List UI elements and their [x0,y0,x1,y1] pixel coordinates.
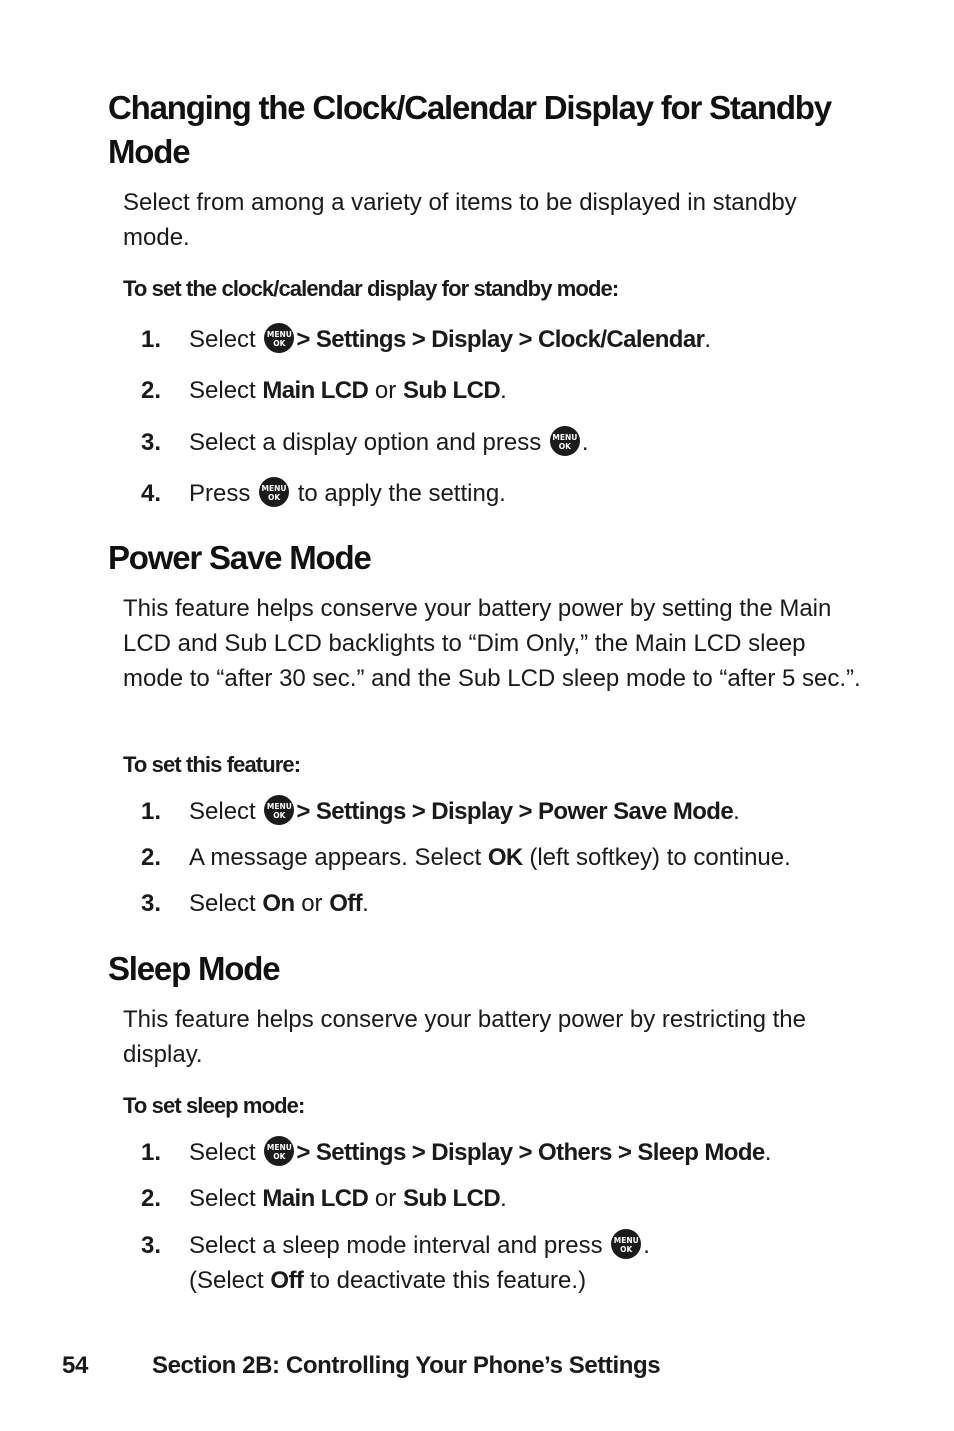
clock-calendar-title: Changing the Clock/Calendar Display for Standby Mode [108,89,831,170]
step-number: 3. [141,890,162,917]
step-text: Select MENU OK > Settings > Display > Others > Sleep Mode. [189,1135,869,1170]
sleep-mode-title: Sleep Mode [108,950,280,987]
step-number: 3. [141,429,162,456]
menu-ok-key-icon: MENU OK [259,477,289,507]
step-number: 3. [141,1232,162,1259]
step-number: 1. [141,326,162,353]
menu-path: > Settings > Display > Clock/Calendar [296,326,705,353]
option-sub-lcd: Sub LCD [402,377,501,404]
menu-path: > Settings > Display > Power Save Mode [296,798,734,825]
power-save-lead: To set this feature: [123,752,301,777]
page-number: 54 [62,1352,88,1379]
step-text: Select a sleep mode interval and press MENU OK . (Select Off to deactivate this feature.) [189,1228,869,1298]
step-pre: Select [189,326,256,353]
step-text: Select On or Off. [189,890,369,917]
clock-calendar-intro: Select from among a variety of items to be displayed in standby mode. [123,189,797,251]
menu-ok-key-icon: MENU OK [264,795,294,825]
power-save-intro: This feature helps conserve your battery power by setting the Main LCD and Sub LCD backlights to “Dim Only,” the Main LCD sleep mode to “after 30 sec.” and the Sub LCD sleep mode to “after 5 sec.”. [123,595,861,692]
step-number: 4. [141,480,162,507]
sleep-mode-intro: This feature helps conserve your battery power by restricting the display. [123,1006,806,1068]
menu-ok-key-icon: MENU OK [264,1136,294,1166]
step-text: Press MENU OK to apply the setting. [189,476,869,511]
option-main-lcd: Main LCD [262,377,369,404]
step-text: A message appears. Select OK (left softkey) to continue. [189,844,791,871]
clock-calendar-lead: To set the clock/calendar display for standby mode: [123,276,619,301]
option-on: On [262,890,295,917]
step-number: 2. [141,1185,162,1212]
step-text: Select MENU OK > Settings > Display > Clock/Calendar. [189,322,869,357]
menu-ok-key-icon: MENU OK [611,1229,641,1259]
option-off: Off [329,890,363,917]
section-footer: Section 2B: Controlling Your Phone’s Settings [152,1352,661,1379]
menu-ok-key-icon: MENU OK [550,426,580,456]
step-text: Select Main LCD or Sub LCD. [189,377,507,404]
step-text: Select a display option and press MENU OK . [189,425,869,460]
option-off: Off [270,1267,304,1294]
menu-ok-key-icon: MENU OK [264,323,294,353]
option-ok: OK [487,844,523,871]
power-save-title: Power Save Mode [108,539,371,576]
option-sub-lcd: Sub LCD [402,1185,501,1212]
step-text: Select Main LCD or Sub LCD. [189,1185,507,1212]
step-number: 1. [141,1139,162,1166]
menu-path: > Settings > Display > Others > Sleep Mode [296,1139,765,1166]
option-main-lcd: Main LCD [262,1185,369,1212]
step-number: 1. [141,798,162,825]
step-number: 2. [141,377,162,404]
step-text: Select MENU OK > Settings > Display > Power Save Mode. [189,794,869,829]
step-number: 2. [141,844,162,871]
sleep-mode-lead: To set sleep mode: [123,1093,305,1118]
